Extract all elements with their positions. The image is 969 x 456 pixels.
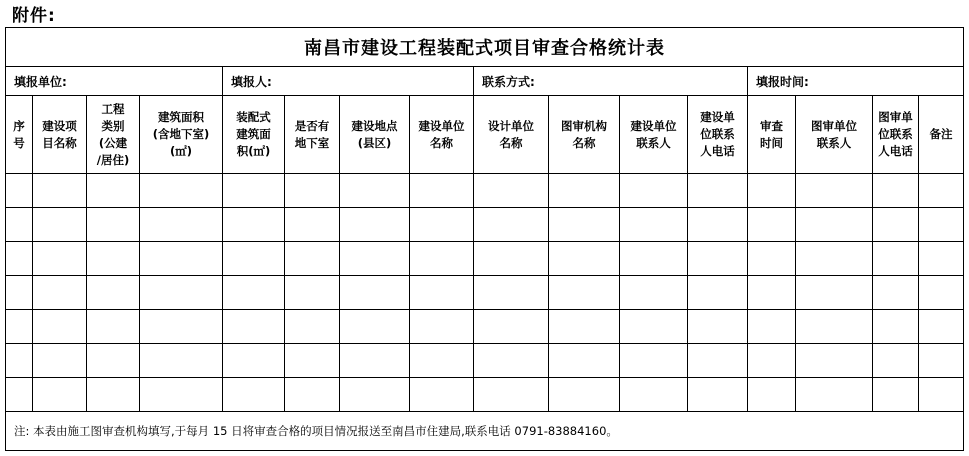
table-cell[interactable]: [688, 378, 748, 412]
table-cell[interactable]: [919, 378, 964, 412]
table-cell[interactable]: [549, 310, 620, 344]
table-cell[interactable]: [796, 208, 873, 242]
table-cell[interactable]: [919, 344, 964, 378]
table-cell[interactable]: [474, 344, 549, 378]
table-cell[interactable]: [340, 344, 410, 378]
table-cell[interactable]: [873, 310, 919, 344]
table-row: [6, 344, 964, 378]
table-cell[interactable]: [223, 310, 285, 344]
table-cell[interactable]: [87, 174, 140, 208]
table-cell[interactable]: [688, 242, 748, 276]
table-cell[interactable]: [33, 378, 87, 412]
table-cell[interactable]: [796, 174, 873, 208]
table-cell[interactable]: [6, 276, 33, 310]
table-cell[interactable]: [6, 242, 33, 276]
table-cell[interactable]: [140, 344, 223, 378]
table-cell[interactable]: [87, 242, 140, 276]
fill-time-label: 填报时间:: [748, 67, 964, 96]
table-cell[interactable]: [796, 344, 873, 378]
data-rows: [6, 174, 964, 412]
table-row: [6, 276, 964, 310]
col-header-basement: 是否有 地下室: [285, 96, 340, 174]
table-row: [6, 174, 964, 208]
table-cell[interactable]: [474, 378, 549, 412]
table-cell[interactable]: [549, 208, 620, 242]
col-header-review-phone: 图审单 位联系 人电话: [873, 96, 919, 174]
table-cell[interactable]: [87, 344, 140, 378]
table-cell[interactable]: [285, 208, 340, 242]
table-row: [6, 242, 964, 276]
table-cell[interactable]: [33, 242, 87, 276]
table-cell[interactable]: [873, 276, 919, 310]
table-cell[interactable]: [6, 208, 33, 242]
table-cell[interactable]: [33, 276, 87, 310]
col-header-builder-phone: 建设单 位联系 人电话: [688, 96, 748, 174]
table-cell[interactable]: [620, 174, 688, 208]
col-header-project-category: 工程 类别 (公建 /居住): [87, 96, 140, 174]
table-cell[interactable]: [87, 276, 140, 310]
table-cell[interactable]: [285, 378, 340, 412]
table-cell[interactable]: [140, 310, 223, 344]
contact-label: 联系方式:: [474, 67, 748, 96]
table-cell[interactable]: [748, 276, 796, 310]
table-cell[interactable]: [873, 174, 919, 208]
table-cell[interactable]: [748, 378, 796, 412]
col-header-seq: 序 号: [6, 96, 33, 174]
table-cell[interactable]: [474, 174, 549, 208]
table-cell[interactable]: [919, 242, 964, 276]
table-cell[interactable]: [748, 242, 796, 276]
table-cell[interactable]: [748, 208, 796, 242]
table-cell[interactable]: [340, 378, 410, 412]
col-header-prefab-area: 装配式 建筑面 积(㎡): [223, 96, 285, 174]
col-header-project-name: 建设项 目名称: [33, 96, 87, 174]
table-cell[interactable]: [140, 208, 223, 242]
table-cell[interactable]: [285, 276, 340, 310]
table-cell[interactable]: [474, 208, 549, 242]
statistics-table: [5, 27, 964, 451]
table-cell[interactable]: [796, 276, 873, 310]
table-cell[interactable]: [410, 208, 474, 242]
table-cell[interactable]: [285, 242, 340, 276]
table-cell[interactable]: [285, 344, 340, 378]
table-cell[interactable]: [87, 208, 140, 242]
table-cell[interactable]: [620, 276, 688, 310]
table-cell[interactable]: [223, 378, 285, 412]
table-cell[interactable]: [6, 378, 33, 412]
table-cell[interactable]: [873, 242, 919, 276]
table-cell[interactable]: [688, 174, 748, 208]
table-cell[interactable]: [87, 378, 140, 412]
table-cell[interactable]: [549, 242, 620, 276]
table-cell[interactable]: [140, 378, 223, 412]
table-cell[interactable]: [340, 310, 410, 344]
table-cell[interactable]: [410, 174, 474, 208]
table-cell[interactable]: [140, 174, 223, 208]
table-cell[interactable]: [140, 242, 223, 276]
table-cell[interactable]: [748, 174, 796, 208]
table-cell[interactable]: [688, 310, 748, 344]
table-cell[interactable]: [33, 208, 87, 242]
table-cell[interactable]: [285, 310, 340, 344]
table-cell[interactable]: [6, 310, 33, 344]
footnote: 注: 本表由施工图审查机构填写,于每月 15 日将审查合格的项目情况报送至南昌市住建局,联系电话 0791-83884160。: [6, 412, 964, 451]
table-cell[interactable]: [688, 208, 748, 242]
table-cell[interactable]: [410, 378, 474, 412]
table-cell[interactable]: [410, 310, 474, 344]
col-header-remarks: 备注: [919, 96, 964, 174]
table-cell[interactable]: [340, 208, 410, 242]
table-cell[interactable]: [33, 174, 87, 208]
table-cell[interactable]: [410, 242, 474, 276]
table-cell[interactable]: [474, 276, 549, 310]
table-row: [6, 310, 964, 344]
table-cell[interactable]: [33, 344, 87, 378]
table-cell[interactable]: [620, 242, 688, 276]
table-cell[interactable]: [223, 174, 285, 208]
col-header-review-contact: 图审单位 联系人: [796, 96, 873, 174]
col-header-floor-area: 建筑面积 (含地下室) (㎡): [140, 96, 223, 174]
table-cell[interactable]: [285, 174, 340, 208]
table-cell[interactable]: [620, 208, 688, 242]
fill-unit-label: 填报单位:: [6, 67, 223, 96]
table-cell[interactable]: [873, 344, 919, 378]
table-cell[interactable]: [796, 310, 873, 344]
table-cell[interactable]: [6, 344, 33, 378]
col-header-review-agency: 图审机构 名称: [549, 96, 620, 174]
table-cell[interactable]: [223, 276, 285, 310]
table-cell[interactable]: [549, 276, 620, 310]
table-cell[interactable]: [223, 344, 285, 378]
table-cell[interactable]: [919, 310, 964, 344]
table-row: [6, 378, 964, 412]
table-cell[interactable]: [140, 276, 223, 310]
table-cell[interactable]: [919, 276, 964, 310]
table-cell[interactable]: [6, 174, 33, 208]
table-cell[interactable]: [796, 378, 873, 412]
table-cell[interactable]: [919, 208, 964, 242]
col-header-review-time: 审查 时间: [748, 96, 796, 174]
table-cell[interactable]: [223, 242, 285, 276]
table-cell[interactable]: [873, 378, 919, 412]
table-cell[interactable]: [340, 276, 410, 310]
table-cell[interactable]: [223, 208, 285, 242]
table-cell[interactable]: [796, 242, 873, 276]
table-cell[interactable]: [340, 242, 410, 276]
table-cell[interactable]: [474, 242, 549, 276]
filler-label: 填报人:: [223, 67, 474, 96]
table-cell[interactable]: [688, 344, 748, 378]
table-row: [6, 208, 964, 242]
table-cell[interactable]: [748, 344, 796, 378]
col-header-designer-name: 设计单位 名称: [474, 96, 549, 174]
table-cell[interactable]: [688, 276, 748, 310]
table-cell[interactable]: [340, 174, 410, 208]
attachment-label: 附件:: [12, 6, 56, 26]
table-cell[interactable]: [474, 310, 549, 344]
table-cell[interactable]: [549, 378, 620, 412]
table-cell[interactable]: [620, 344, 688, 378]
table-cell[interactable]: [748, 310, 796, 344]
col-header-builder-name: 建设单位 名称: [410, 96, 474, 174]
col-header-location: 建设地点 (县区): [340, 96, 410, 174]
table-cell[interactable]: [410, 276, 474, 310]
table-cell[interactable]: [620, 310, 688, 344]
table-cell[interactable]: [87, 310, 140, 344]
table-cell[interactable]: [919, 174, 964, 208]
table-cell[interactable]: [549, 344, 620, 378]
table-cell[interactable]: [410, 344, 474, 378]
table-cell[interactable]: [620, 378, 688, 412]
table-cell[interactable]: [549, 174, 620, 208]
table-cell[interactable]: [33, 310, 87, 344]
col-header-builder-contact: 建设单位 联系人: [620, 96, 688, 174]
table-cell[interactable]: [873, 208, 919, 242]
form-title: 南昌市建设工程装配式项目审查合格统计表: [6, 28, 964, 67]
